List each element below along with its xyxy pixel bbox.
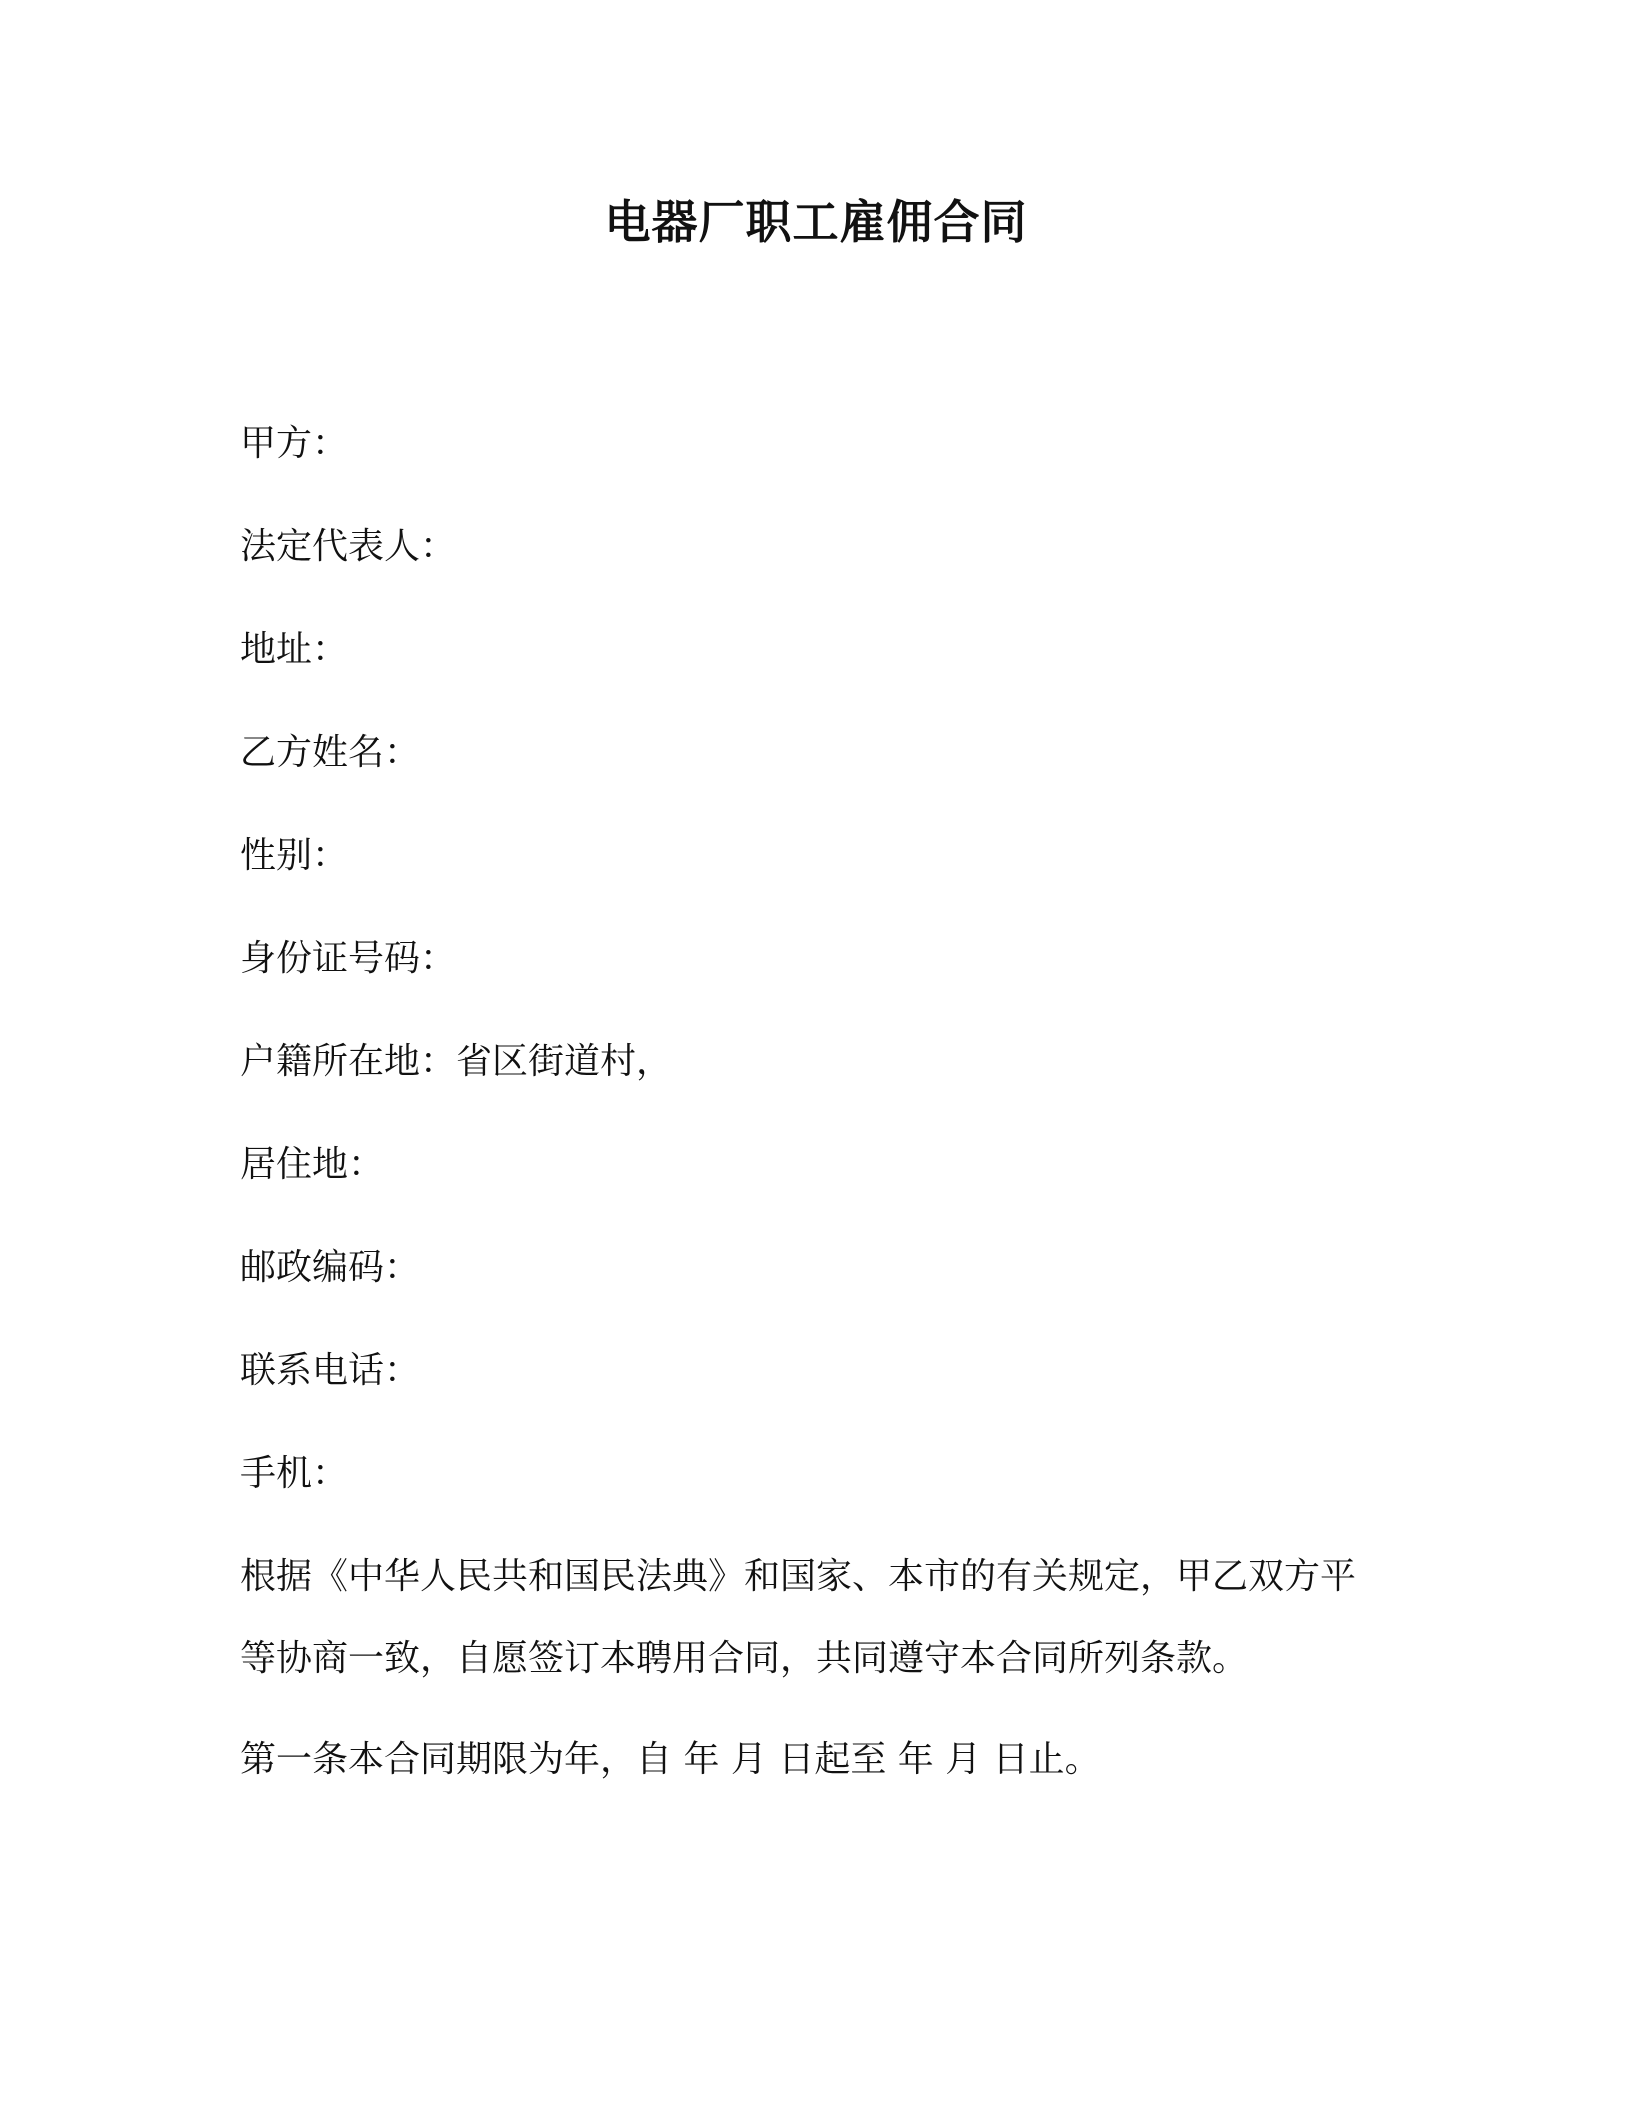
field-party-b-name: 乙方姓名： <box>240 732 421 773</box>
field-mobile: 手机： <box>240 1453 349 1494</box>
field-phone: 联系电话： <box>240 1350 421 1391</box>
field-address: 地址： <box>240 629 349 670</box>
field-postal-code: 邮政编码： <box>240 1247 421 1288</box>
field-legal-representative: 法定代表人： <box>240 526 457 567</box>
field-party-a: 甲方： <box>240 423 349 464</box>
clause-1: 第一条本合同期限为年，自 年 月 日起至 年 月 日止。 <box>240 1739 1101 1780</box>
intro-paragraph: 根据《中华人民共和国民法典》和国家、本市的有关规定，甲乙双方平等协商一致，自愿签订本聘用合同，共同遵守本合同所列条款。 <box>240 1556 1357 1679</box>
field-id-number: 身份证号码： <box>240 938 457 979</box>
field-residence: 居住地： <box>240 1144 385 1185</box>
field-gender: 性别： <box>240 835 349 876</box>
document-title: 电器厂职工雇佣合同 <box>604 195 1028 249</box>
field-household-registration: 户籍所在地：省区街道村， <box>240 1041 673 1082</box>
